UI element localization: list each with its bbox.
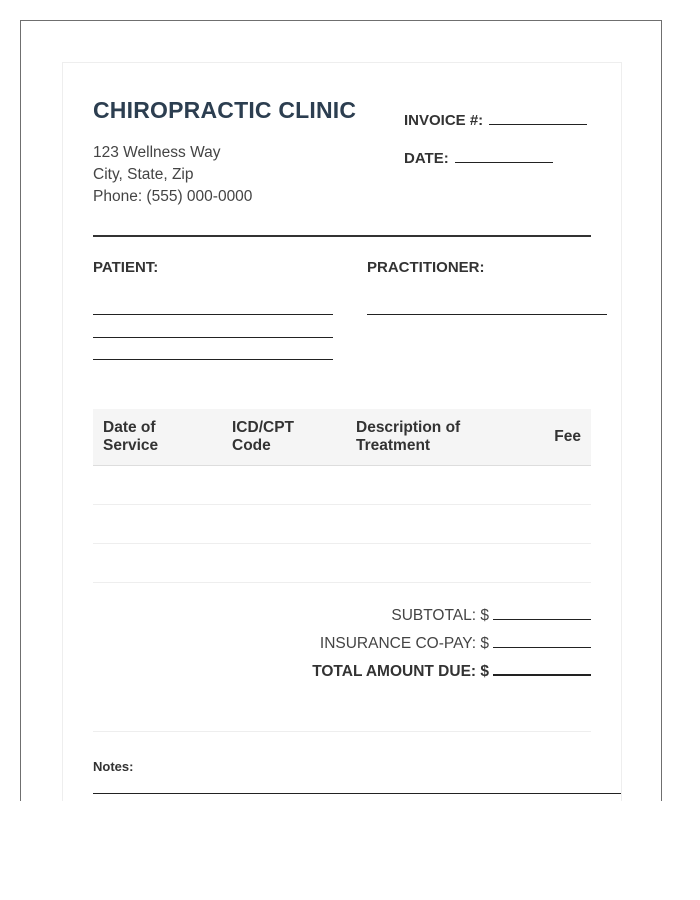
total-due-row: [312, 660, 591, 681]
patient-line-3[interactable]: [93, 359, 333, 360]
total-due-label: TOTAL AMOUNT DUE: $: [312, 663, 489, 680]
clinic-phone: Phone: (555) 000-0000: [93, 188, 253, 205]
copay-row: [320, 633, 591, 653]
notes-divider: [93, 731, 591, 732]
practitioner-line[interactable]: [367, 314, 607, 315]
invoice-number-label: INVOICE #:: [404, 112, 484, 129]
table-header: [93, 409, 591, 466]
subtotal-label: SUBTOTAL: $: [391, 607, 489, 624]
header-fee: Fee: [554, 428, 581, 445]
copay-label: INSURANCE CO-PAY: $: [319, 635, 489, 652]
clinic-name: CHIROPRACTIC CLINIC: [93, 97, 357, 123]
subtotal-field[interactable]: [493, 605, 591, 620]
clinic-address-line2: City, State, Zip: [93, 166, 194, 183]
table-row-2-divider: [93, 543, 591, 544]
header-description-of-treatment: Description of Treatment: [356, 419, 461, 454]
patient-line-2[interactable]: [93, 337, 333, 338]
patient-label: PATIENT:: [93, 259, 159, 276]
notes-label: Notes:: [93, 759, 134, 774]
invoice-date-field[interactable]: [455, 148, 553, 163]
invoice-document: [62, 62, 622, 801]
header-icd-cpt-code: ICD/CPT Code: [232, 419, 294, 454]
header-date-of-service: Date of Service: [103, 419, 159, 454]
table-row-1-divider: [93, 504, 591, 505]
invoice-date-label: DATE:: [404, 150, 449, 167]
table-row-3-divider: [93, 582, 591, 583]
total-due-field[interactable]: [493, 660, 591, 676]
invoice-number-row: [404, 110, 587, 129]
patient-line-1[interactable]: [93, 314, 333, 315]
subtotal-row: [391, 605, 591, 625]
page-frame: [20, 20, 662, 801]
copay-field[interactable]: [493, 633, 591, 648]
notes-line[interactable]: [93, 793, 621, 794]
invoice-number-field[interactable]: [489, 110, 587, 125]
clinic-address-line1: 123 Wellness Way: [93, 144, 221, 161]
invoice-date-row: [404, 148, 553, 167]
header-divider: [93, 235, 591, 237]
practitioner-label: PRACTITIONER:: [367, 259, 485, 276]
